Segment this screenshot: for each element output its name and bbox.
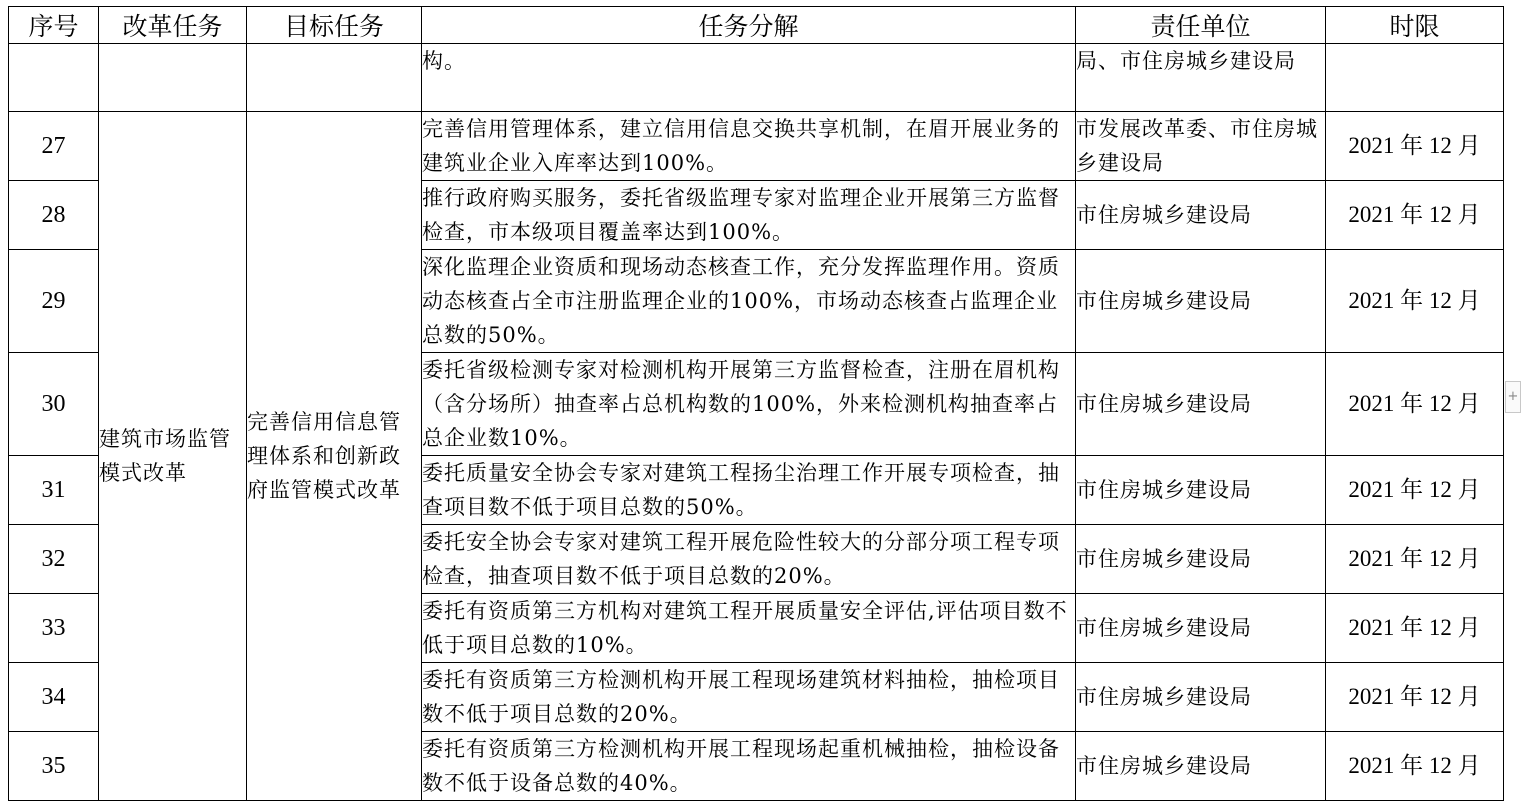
cell-time: 2021 年 12 月 <box>1326 456 1504 525</box>
header-task: 任务分解 <box>422 7 1076 44</box>
cell-unit: 市住房城乡建设局 <box>1076 353 1326 456</box>
header-time: 时限 <box>1326 7 1504 44</box>
cell-time: 2021 年 12 月 <box>1326 112 1504 181</box>
cell-task: 委托质量安全协会专家对建筑工程扬尘治理工作开展专项检查，抽查项目数不低于项目总数的50%。 <box>422 456 1076 525</box>
cell-unit: 市住房城乡建设局 <box>1076 732 1326 801</box>
cell-unit: 市住房城乡建设局 <box>1076 663 1326 732</box>
cell-task: 深化监理企业资质和现场动态核查工作，充分发挥监理作用。资质动态核查占全市注册监理企业的100%，市场动态核查占监理企业总数的50%。 <box>422 250 1076 353</box>
cell-time: 2021 年 12 月 <box>1326 663 1504 732</box>
cell-no: 31 <box>9 456 99 525</box>
cell-target <box>247 44 422 112</box>
cell-unit: 市住房城乡建设局 <box>1076 594 1326 663</box>
cell-task: 委托有资质第三方检测机构开展工程现场起重机械抽检，抽检设备数不低于设备总数的40%。 <box>422 732 1076 801</box>
cell-unit: 市住房城乡建设局 <box>1076 456 1326 525</box>
cell-time: 2021 年 12 月 <box>1326 732 1504 801</box>
cell-no: 33 <box>9 594 99 663</box>
cell-no: 35 <box>9 732 99 801</box>
cell-task: 委托有资质第三方机构对建筑工程开展质量安全评估,评估项目数不低于项目总数的10%。 <box>422 594 1076 663</box>
cell-no: 28 <box>9 181 99 250</box>
cell-target-merged: 完善信用信息管理体系和创新政府监管模式改革 <box>247 112 422 801</box>
cell-unit: 市发展改革委、市住房城乡建设局 <box>1076 112 1326 181</box>
header-unit: 责任单位 <box>1076 7 1326 44</box>
header-reform: 改革任务 <box>99 7 247 44</box>
cell-task: 推行政府购买服务，委托省级监理专家对监理企业开展第三方监督检查，市本级项目覆盖率达到100%。 <box>422 181 1076 250</box>
header-no: 序号 <box>9 7 99 44</box>
table-row <box>9 112 1504 181</box>
add-row-handle[interactable]: + <box>1505 381 1521 413</box>
cell-no: 30 <box>9 353 99 456</box>
cell-time: 2021 年 12 月 <box>1326 250 1504 353</box>
cell-unit: 市住房城乡建设局 <box>1076 250 1326 353</box>
cell-no: 32 <box>9 525 99 594</box>
cell-time: 2021 年 12 月 <box>1326 594 1504 663</box>
cell-time: 2021 年 12 月 <box>1326 181 1504 250</box>
cell-time <box>1326 44 1504 112</box>
task-table <box>8 6 1504 801</box>
cell-reform <box>99 44 247 112</box>
cell-time: 2021 年 12 月 <box>1326 525 1504 594</box>
document-page <box>8 6 1503 801</box>
cell-no: 27 <box>9 112 99 181</box>
cell-unit: 局、市住房城乡建设局 <box>1076 44 1326 112</box>
cell-no: 34 <box>9 663 99 732</box>
table-header-row <box>9 7 1504 44</box>
cell-reform-merged: 建筑市场监管模式改革 <box>99 112 247 801</box>
header-target: 目标任务 <box>247 7 422 44</box>
cell-task: 委托安全协会专家对建筑工程开展危险性较大的分部分项工程专项检查，抽查项目数不低于项目总数的20%。 <box>422 525 1076 594</box>
continuation-row <box>9 44 1504 112</box>
cell-unit: 市住房城乡建设局 <box>1076 525 1326 594</box>
cell-task: 委托有资质第三方检测机构开展工程现场建筑材料抽检，抽检项目数不低于项目总数的20%。 <box>422 663 1076 732</box>
cell-time: 2021 年 12 月 <box>1326 353 1504 456</box>
cell-task: 完善信用管理体系，建立信用信息交换共享机制，在眉开展业务的建筑业企业入库率达到100%。 <box>422 112 1076 181</box>
cell-task: 委托省级检测专家对检测机构开展第三方监督检查，注册在眉机构（含分场所）抽查率占总机构数的100%，外来检测机构抽查率占总企业数10%。 <box>422 353 1076 456</box>
cell-task: 构。 <box>422 44 1076 112</box>
cell-unit: 市住房城乡建设局 <box>1076 181 1326 250</box>
cell-no <box>9 44 99 112</box>
cell-no: 29 <box>9 250 99 353</box>
